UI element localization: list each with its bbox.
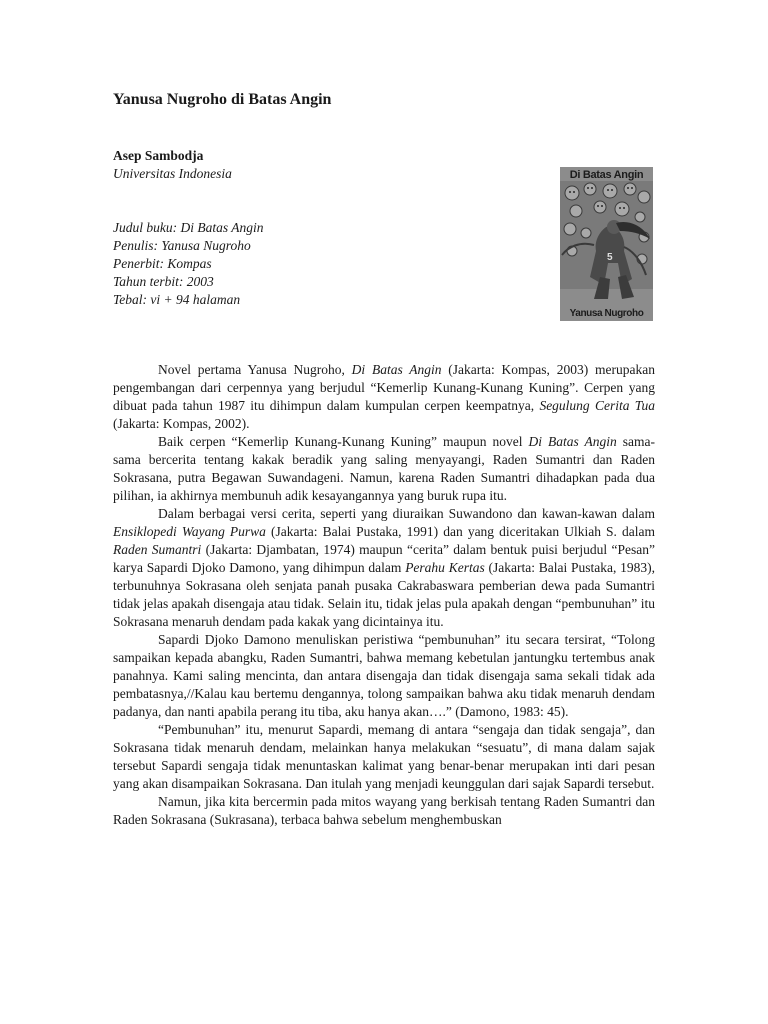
meta-pages: Tebal: vi + 94 halaman [113, 292, 241, 307]
text-run: (Jakarta: Djambatan, 1974) maupun “cerita” dalam bentuk puisi berjudul “Pesan” karya Sapardi Djoko Damono, yang dihimpun dalam [113, 542, 655, 575]
book-metadata [113, 219, 263, 309]
text-run: “Pembunuhan” itu, menurut Sapardi, memang di antara “sengaja dan tidak sengaja”, dan Sokrasana tidak menaruh dendam, melainkan hanya melakukan “sesuatu”, di mana dalam sajak tersebut Sapardi sengaja tidak menuntaskan kalimat yang benar-benar merupakan inti dari pesan yang akan disampaikan Sokrasana. Dan itulah yang menjadi keunggulan dari sajak Sapardi tersebut. [113, 722, 655, 791]
text-run: sama-sama bercerita tentang kakak beradik yang saling menyayangi, Raden Sumantri dan Raden Sokrasana, putra Begawan Suwandageni. Namun, karena Raden Sumantri dihadapkan pada dua pilihan, ia akhirnya membunuh adik kesayangannya yang buruk rupa itu. [113, 434, 655, 503]
paragraph [113, 361, 655, 433]
text-run: Sapardi Djoko Damono menuliskan peristiwa “pembunuhan” itu secara tersirat, “Tolong sampaikan kepada abangku, Raden Sumantri, bahwa memang kebetulan jantungku tertembus anak panahnya. Kami saling mencinta, dan antara disengaja dan tidak disengaja sama sekali tidak ada pembatasnya,//Kalau kau bertemu dengannya, tolong sampaikan bahwa aku tidak menaruh dendam padanya, dan nanti apabila perang itu tiba, aku hanya akan….” (Damono, 1983: 45). [113, 632, 655, 719]
paragraph [113, 721, 655, 793]
page-title: Yanusa Nugroho di Batas Angin [113, 91, 332, 108]
text-run: Namun, jika kita bercermin pada mitos wayang yang berkisah tentang Raden Sumantri dan Raden Sokrasana (Sukrasana), terbaca bahwa sebelum menghembuskan [113, 794, 655, 827]
italic-title-run: Raden Sumantri [113, 542, 202, 557]
meta-publisher: Penerbit: Kompas [113, 256, 212, 271]
italic-title-run: Ensiklopedi Wayang Purwa [113, 524, 266, 539]
cover-number: 5 [607, 252, 613, 263]
text-run: Dalam berbagai versi cerita, seperti yang diuraikan Suwandono dan kawan-kawan dalam [158, 506, 655, 521]
text-run: (Jakarta: Balai Pustaka, 1991) dan yang diceritakan Ulkiah S. dalam [265, 524, 656, 539]
meta-year: Tahun terbit: 2003 [113, 274, 214, 289]
paragraph [113, 793, 655, 829]
text-run: Baik cerpen “Kemerlip Kunang-Kunang Kuning” maupun novel [158, 434, 529, 449]
italic-title-run: Perahu Kertas [405, 560, 485, 575]
author-name: Asep Sambodja [113, 148, 204, 163]
author-block [113, 147, 232, 183]
paragraph [113, 505, 655, 631]
text-run: Novel pertama Yanusa Nugroho, [158, 362, 352, 377]
paragraph [113, 433, 655, 505]
cover-illustration [560, 167, 653, 321]
cover-title: Di Batas Angin [569, 169, 644, 181]
italic-title-run: Di Batas Angin [351, 362, 442, 377]
book-cover-image [560, 167, 653, 321]
text-run: (Jakarta: Kompas, 2002). [113, 416, 250, 431]
meta-author: Penulis: Yanusa Nugroho [113, 238, 251, 253]
paragraph [113, 631, 655, 721]
italic-title-run: Di Batas Angin [528, 434, 617, 449]
article-body [113, 361, 655, 829]
italic-title-run: Segulung Cerita Tua [539, 398, 655, 413]
text-run: (Jakarta: Kompas, 2003) merupakan pengembangan dari cerpennya yang berjudul “Kemerlip Kunang-Kunang Kuning”. Cerpen yang dibuat pada tahun 1987 itu dihimpun dalam kumpulan cerpen keempatnya, [113, 362, 655, 413]
cover-author: Yanusa Nugroho [569, 308, 644, 319]
text-run: (Jakarta: Balai Pustaka, 1983), terbunuhnya Sokrasana oleh senjata panah pusaka Cakrabaswara pemberian dewa pada Sumantri tidak jelas apakah disengaja atau tidak. Selain itu, tidak jelas pula apakah dengan “pembunuhan” itu Sokrasana menaruh dendam pada kakak yang dicintainya itu. [113, 560, 655, 629]
meta-title: Judul buku: Di Batas Angin [113, 220, 264, 235]
author-affiliation: Universitas Indonesia [113, 166, 232, 181]
